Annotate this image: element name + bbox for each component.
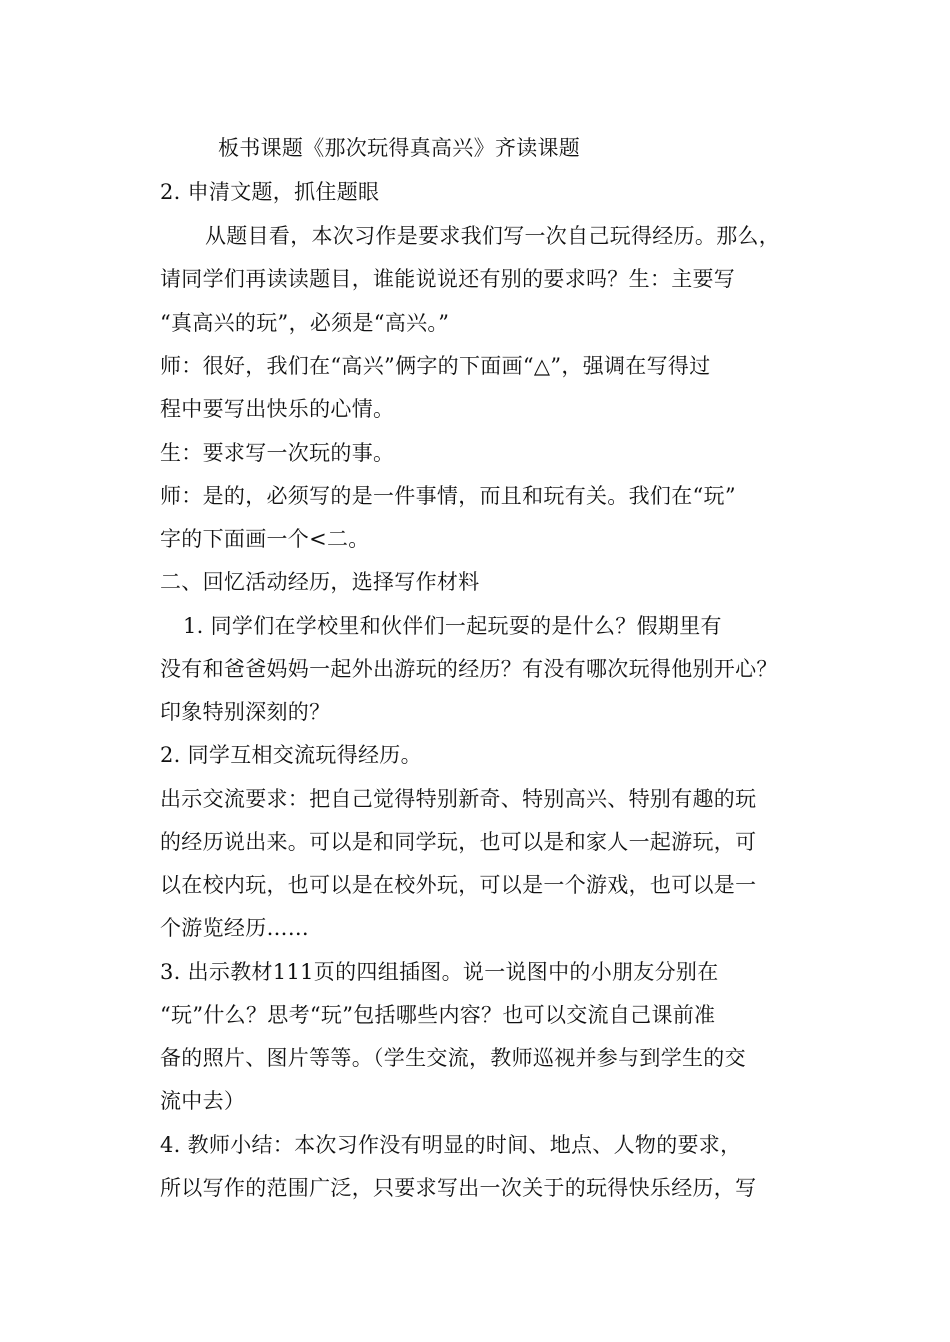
text-line: 的经历说出来。可以是和同学玩，也可以是和家人一起游玩，可 — [160, 830, 757, 854]
text-line: 没有和爸爸妈妈一起外出游玩的经历？有没有哪次玩得他别开心？ — [160, 657, 778, 681]
text-line: 出示交流要求：把自己觉得特别新奇、特别高兴、特别有趣的玩 — [160, 787, 757, 811]
text-line: 3. 出示教材111页的四组插图。说一说图中的小朋友分别在 — [160, 960, 719, 984]
text-line: 4. 教师小结：本次习作没有明显的时间、地点、人物的要求， — [160, 1133, 742, 1157]
text-line: 流中去） — [160, 1089, 246, 1113]
text-line: 程中要写出快乐的心情。 — [160, 397, 395, 421]
text-line: 师：是的，必须写的是一件事情，而且和玩有关。我们在“玩” — [160, 484, 736, 508]
text-line: 2. 同学互相交流玩得经历。 — [160, 743, 422, 767]
text-line: 印象特别深刻的？ — [160, 700, 331, 724]
text-line: 请同学们再读读题目，谁能说说还有别的要求吗？生：主要写 — [160, 267, 736, 291]
text-line: 从题目看，本次习作是要求我们写一次自己玩得经历。那么， — [205, 224, 781, 248]
text-line: 师：很好，我们在“高兴”俩字的下面画“△”，强调在写得过 — [160, 354, 711, 378]
text-line: 备的照片、图片等等。（学生交流，教师巡视并参与到学生的交 — [160, 1046, 746, 1070]
text-line: 生：要求写一次玩的事。 — [160, 441, 395, 465]
text-line: 2. 申清文题，抓住题眼 — [160, 180, 380, 204]
text-line: “玩”什么？思考“玩”包括哪些内容？也可以交流自己课前准 — [160, 1003, 716, 1027]
text-line: 字的下面画一个<二。 — [160, 527, 370, 551]
text-line: 1. 同学们在学校里和伙伴们一起玩耍的是什么？假期里有 — [183, 614, 722, 638]
text-line: 所以写作的范围广泛，只要求写出一次关于的玩得快乐经历，写 — [160, 1176, 757, 1200]
section-heading: 二、回忆活动经历，选择写作材料 — [160, 570, 480, 594]
text-line: “真高兴的玩”，必须是“高兴。” — [160, 311, 450, 335]
text-line: 以在校内玩，也可以是在校外玩，可以是一个游戏，也可以是一 — [160, 873, 757, 897]
text-line: 板书课题《那次玩得真高兴》齐读课题 — [218, 136, 581, 160]
text-line: 个游览经历…… — [160, 916, 310, 940]
